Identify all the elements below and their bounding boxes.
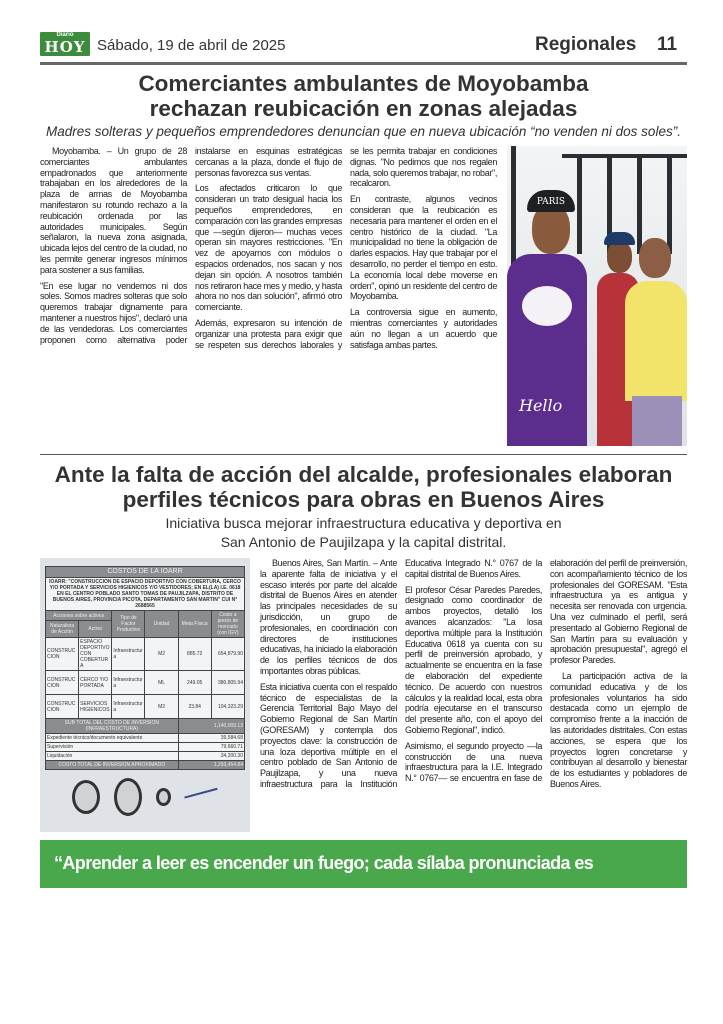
cell: 1,293,454.84 (178, 761, 244, 770)
paragraph: El profesor César Paredes Paredes, designado como coordinador de ambos proyectos, detalló los avances alcanzados: "La losa deportiva múltiple para la Institución Educativa 0618 ya cuenta con su perfil de preinversión aprobado, y actualmente se encuentra en la fase de elaboración del expediente técnico. De acuerdo con nuestros cálculos y la realidad local, esta obra podría ejecutarse en el transcurso del presente año, con el apoyo del Gobierno Regional", indicó. (405, 584, 542, 735)
cell: 1,140,009.13 (178, 719, 244, 734)
cell: 249.05 (178, 671, 211, 695)
cell: Infraestructura (112, 638, 145, 671)
article1-row (40, 146, 687, 446)
logo-small-text: Diario (56, 32, 74, 38)
cell: 654,879.90 (211, 638, 244, 671)
cell: Supervisión (46, 743, 179, 752)
table-row (46, 638, 245, 671)
article2-row (40, 558, 687, 832)
subtotal-row (46, 719, 245, 734)
diario-hoy-logo (40, 32, 90, 56)
article-divider (40, 454, 687, 455)
cell: Infraestructura (112, 671, 145, 695)
th: Costo a precio de mercado (con IGV) (211, 611, 244, 638)
seal-icon (72, 780, 100, 814)
cell: Liquidación (46, 752, 179, 761)
page-header (40, 28, 687, 62)
headline-line: Comerciantes ambulantes de Moyobamba (138, 71, 589, 96)
cell: SERVICIOS HIGIENICOS (79, 695, 112, 719)
article1-subtitle: Madres solteras y pequeños emprendedores denuncian que en nueva ubicación “no venden ni dos soles”. (46, 124, 681, 139)
header-rule (40, 62, 687, 65)
table-row (46, 695, 245, 719)
headline-line: rechazan reubicación en zonas alejadas (149, 96, 578, 121)
cell: M2 (145, 695, 178, 719)
cell: ML (145, 671, 178, 695)
cap: PARIS (527, 190, 575, 212)
seals (45, 770, 245, 824)
cell: 104,323.29 (211, 695, 244, 719)
subtitle-line: Iniciativa busca mejorar infraestructura educativa y deportiva en (165, 515, 562, 531)
article2-body (260, 558, 687, 832)
signature-icon (184, 788, 219, 806)
cell: 380,805.94 (211, 671, 244, 695)
cell: Expediente técnico/documento equivalente (46, 734, 179, 743)
shirt-text: Hello (519, 396, 563, 415)
doc-title: COSTOS DE LA IOARR (46, 567, 245, 578)
cell: CONSTRUCCION (46, 638, 79, 671)
paragraph: Buenos Aires, San Martín. – Ante la aparente falta de iniciativa y el escaso interés por parte del alcalde distrital de Buenos Aires en atender las principales necesidades de su jurisdicción, un grupo de profesionales, en coordinación con directores de instituciones educativas, ha iniciado la elaboración de los perfiles técnicos de dos importantes obras públicas. (260, 558, 397, 676)
paragraph: Los afectados criticaron lo que consideran un trato desigual hacia los pequeños emprendedores, en comparación con las grandes empresas que —según dijeron— muchas veces operan sin mayores restricciones. "En vez de apoyarnos con módulos o espacios ordenados, nos sacan y nos dejan sin opción. A nosotros también nos retiraron hace mes y medio, y hasta ahora no nos dan solución", afirmó otro comerciante. (195, 183, 342, 313)
cell: 23.84 (178, 695, 211, 719)
cell: 79,660.71 (178, 743, 244, 752)
cell: SUB TOTAL DEL COSTO DE INVERSION (INFRAESTRUCTURA) (46, 719, 179, 734)
paragraph: Asimismo, el segundo proyecto —la construcción de una nueva infraestructura para la I.E. Integrado N.° 0767— se encuentra en fase de elaboración del perfil de preinversión, con acompañamiento técnico de los profesionales del GORESAM. "Esta infraestructura ya es antigua y necesita ser renovada con urgencia. Una vez culminado el perfil, será presentado al Gobierno Regional de San Martín para su evaluación y aprobación presupuestal", agregó el profesor Paredes. (405, 558, 687, 784)
cell: COSTO TOTAL DE INVERSION APROXIMADO (46, 761, 179, 770)
table-row (46, 671, 245, 695)
th: Acciones sobre activos (46, 611, 112, 621)
logo-big-text: HOY (44, 38, 86, 56)
cost-table (45, 566, 245, 770)
cost-document-photo (40, 558, 250, 832)
paragraph: La participación activa de la comunidad educativa y de los profesionales voluntarios ha sido destacada como un ejemplo de compromiso frente a la inacción de las autoridades distritales. Con estas acciones, se espera que los proyectos logren concretarse y contribuyan al desarrollo y bienestar de los estudiantes y pobladores de Buenos Aires. (550, 670, 687, 789)
th: Naturaleza de Acción (46, 621, 79, 638)
paragraph: Además, expresaron su intención de organizar una protesta para exigir que se respeten sus derechos laborales y se les permita trabajar en condiciones dignas. "No pedimos que nos regalen nada, solo queremos trabajar, no robar", recalcaron. (195, 146, 497, 350)
newspaper-page (40, 28, 687, 888)
th: Tipo de Factor Productivo (112, 611, 145, 638)
headline-line: perfiles técnicos para obras en Buenos Aires (122, 487, 605, 512)
seal-icon (156, 788, 171, 806)
cell: Infraestructura (112, 695, 145, 719)
cell: 39,584.68 (178, 734, 244, 743)
paragraph: Moyobamba. – Un grupo de 28 comerciantes ambulantes empadronados que anteriormente trabajaban en los alrededores de la plaza de armas de Moyobamba manifestaron su rotundo rechazo a la reubicación ordenada por las autoridades municipales. Según señalaron, la nueva zona asignada, ubicada lejos del centro de la ciudad, no les permite generar ingresos mínimos para sostener a sus familias. (40, 146, 187, 275)
cell: ESPACIO DEPORTIVO CON COBERTURA (79, 638, 112, 671)
cell: 885.72 (178, 638, 211, 671)
paragraph: Esta iniciativa cuenta con el respaldo técnico de especialistas de la Gerencia Territorial Bajo Mayo del Gobierno Regional de San Martín (GORESAM) y contempla dos proyectos clave: la construcción de una loza deportiva múltiple en el centro poblado de San Antonio de Paujilzapa, y una nueva infraestructura para la Institución Educativa Integrado N.° 0767 de la capital distrital de Buenos Aires. (260, 558, 542, 789)
paragraph: La controversia sigue en aumento, mientras comerciantes y autoridades aún no llegan a un acuerdo que satisfaga ambas partes. (350, 307, 497, 350)
th: Unidad (145, 611, 178, 638)
cell: M2 (145, 638, 178, 671)
headline-line: Ante la falta de acción del alcalde, profesionales elaboran (54, 462, 673, 487)
doc-project: IOARR: "CONSTRUCCION DE ESPACIO DEPORTIVO CON COBERTURA, CERCO Y/O PORTADA Y SERVICIOS HIGIENICOS Y/O VESTIDORES; EN EL(LA) I.E. 0618 EN EL CENTRO POBLADO SANTO TOMAS DE PAUJILZAPA, DISTRITO DE BUENOS AIRES, PROVINCIA PICOTA, DEPARTAMENTO SAN MARTIN" CUI N° 2688565 (46, 578, 245, 611)
issue-date: Sábado, 19 de abril de 2025 (97, 37, 286, 54)
article2-subtitle (144, 514, 584, 552)
cell: 34,200.30 (178, 752, 244, 761)
cell: CONSTRUCCION (46, 671, 79, 695)
cell: CONSTRUCCION (46, 695, 79, 719)
paragraph: En contraste, algunos vecinos consideran que la reubicación es necesaria para mantener el orden en el centro histórico de la ciudad. "La municipalidad no tiene la obligación de darles espacios. Hay que trabajar por el desarrollo, no perder el tiempo en esto. La economía local debe moverse en orden", opinó un residente del centro de Moyobamba. (350, 194, 497, 302)
paragraph: "En ese lugar no vendemos ni dos soles. Somos madres solteras que solo queremos trabajar dignamente para mantener a nuestros hijos", declaró una de las vendedoras. Los comerciantes proponen como alternativa poder instalarse en esquinas estratégicas cercanas a la plaza, donde el flujo de personas favorezca sus ventas. (40, 146, 342, 345)
th: Meta Física (178, 611, 211, 638)
seal-icon (114, 778, 142, 816)
section-name: Regionales (535, 34, 637, 55)
page-number: 11 (657, 34, 678, 55)
cell: CERCO Y/O PORTADA (79, 671, 112, 695)
quote-banner: “Aprender a leer es encender un fuego; cada sílaba pronunciada es (40, 840, 687, 888)
article2-headline (40, 462, 687, 512)
article1-body (40, 146, 497, 446)
article1-headline (40, 71, 687, 121)
total-row (46, 761, 245, 770)
th: Activo (79, 621, 112, 638)
subtitle-line: San Antonio de Paujilzapa y la capital distrital. (220, 534, 507, 550)
vendors-photo (507, 146, 687, 446)
